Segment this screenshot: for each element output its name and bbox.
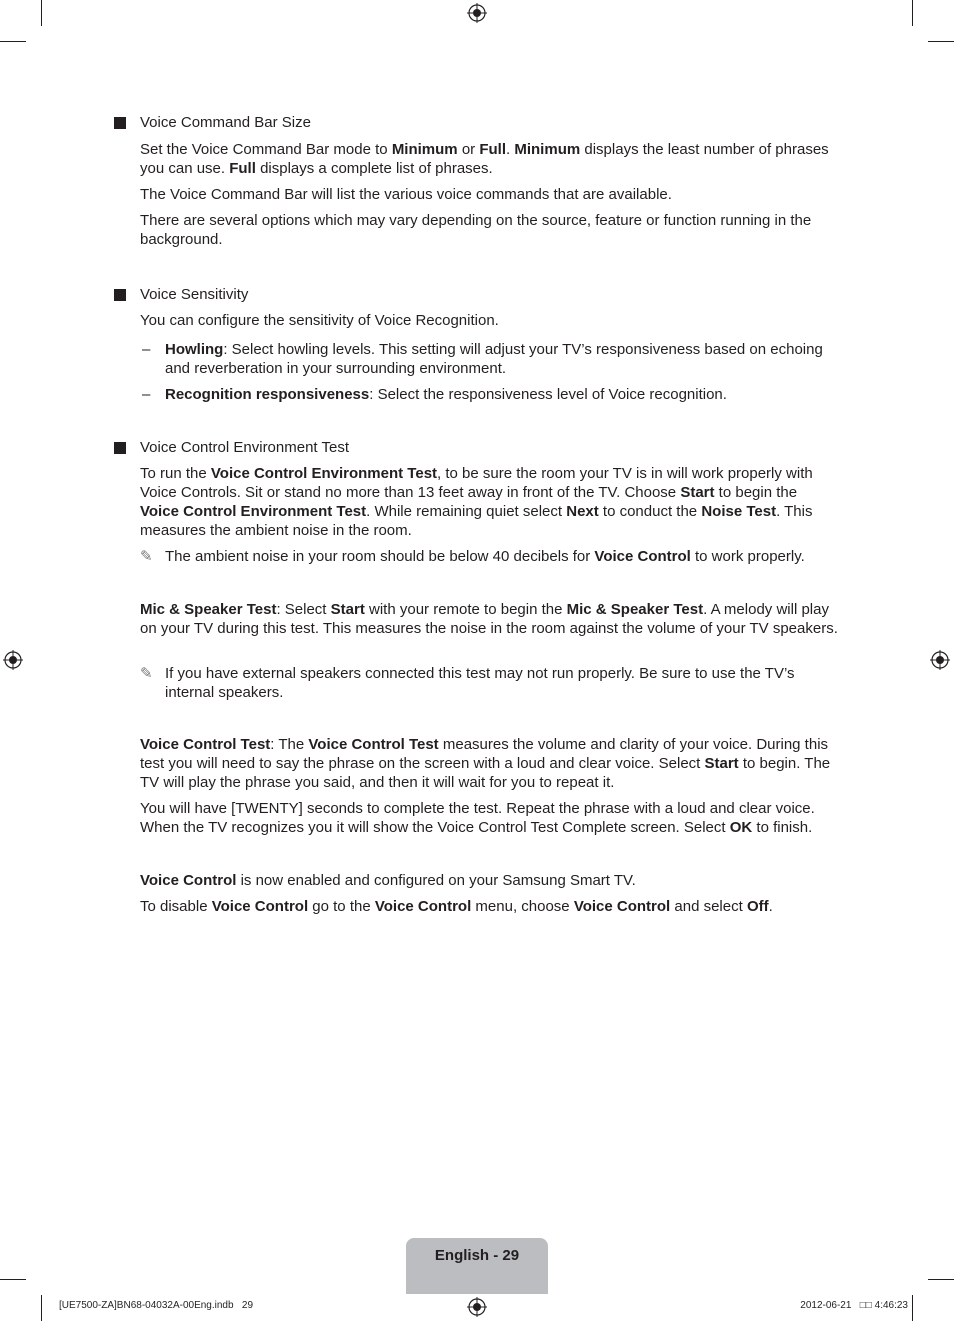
paragraph: Voice Control Test: The Voice Control Test measures the volume and clarity of your voice. During this test you will need to say the phrase on the screen with a loud and clear voice. Select Start to begin. The TV will play the phrase you said, and then it will wait for you to repeat it.: [140, 736, 831, 791]
bold-term: Noise Test: [701, 503, 777, 520]
registration-mark-icon: [467, 3, 487, 23]
bold-term: Voice Control Test: [308, 736, 439, 753]
section-heading-env-test: [114, 438, 349, 457]
page-number-tab: English - 29: [406, 1238, 548, 1294]
paragraph: You can configure the sensitivity of Voice Recognition.: [140, 312, 499, 329]
registration-mark-icon: [467, 1297, 487, 1317]
paragraph: Set the Voice Command Bar mode to Minimum or Full. Minimum displays the least number of phrases you can use. Full displays a complete list of phrases.: [140, 141, 829, 177]
crop-mark: [41, 0, 42, 26]
crop-mark: [912, 0, 913, 26]
dash-bullet: –: [142, 341, 151, 358]
dash-bullet: –: [142, 386, 151, 403]
bold-term: Voice Control: [594, 548, 691, 565]
bold-term: Mic & Speaker Test: [140, 601, 277, 618]
bold-term: Start: [680, 484, 715, 501]
bold-term: Off: [746, 898, 769, 915]
bold-term: Voice Control: [211, 898, 309, 915]
section-heading-sensitivity: [114, 285, 248, 304]
bold-term: Mic & Speaker Test: [566, 601, 704, 618]
crop-mark: [912, 1295, 913, 1321]
note-text: If you have external speakers connected this test may not run properly. Be sure to use the TV’s internal speakers.: [165, 665, 795, 701]
bold-term: Voice Control Environment Test: [210, 465, 438, 482]
paragraph: To run the Voice Control Environment Test, to be sure the room your TV is in will work properly with Voice Controls. Sit or stand no more than 13 feet away in front of the TV. Choose Start to begin the Voice Control Environment Test. While remaining quiet select Next to conduct the Noise Test. This measures the ambient noise in the room.: [140, 465, 813, 539]
section-heading-label: Voice Control Environment Test: [140, 439, 349, 456]
paragraph: Voice Control is now enabled and configured on your Samsung Smart TV.: [140, 872, 636, 889]
bold-term: Voice Control: [374, 898, 472, 915]
square-bullet-icon: [114, 117, 126, 129]
bold-term: Voice Control: [573, 898, 671, 915]
bold-term: Minimum: [514, 141, 581, 158]
paragraph: You will have [TWENTY] seconds to complete the test. Repeat the phrase with a loud and clear voice. When the TV recognizes you it will show the Voice Control Test Complete screen. Select OK to finish.: [140, 800, 815, 836]
list-item-text: Howling: Select howling levels. This setting will adjust your TV’s responsiveness based on echoing and reverberation in your surrounding environment.: [165, 341, 823, 377]
registration-mark-icon: [930, 650, 950, 670]
footer-timestamp: 2012-06-21 □□ 4:46:23: [800, 1300, 908, 1311]
square-bullet-icon: [114, 289, 126, 301]
bold-term: Full: [479, 141, 507, 158]
crop-mark: [0, 41, 26, 42]
pencil-note-icon: ✎: [140, 548, 153, 565]
bold-term: Voice Control Environment Test: [140, 503, 367, 520]
paragraph: Mic & Speaker Test: Select Start with your remote to begin the Mic & Speaker Test. A melody will play on your TV during this test. This measures the noise in the room against the volume of your TV speakers.: [140, 601, 838, 637]
crop-mark: [928, 1279, 954, 1280]
section-heading-label: Voice Sensitivity: [140, 286, 249, 303]
paragraph: To disable Voice Control go to the Voice Control menu, choose Voice Control and select Off.: [140, 898, 773, 915]
note: [140, 547, 840, 566]
bold-term: OK: [729, 819, 753, 836]
bold-term: Recognition responsiveness: [165, 386, 370, 403]
bold-term: Voice Control: [140, 872, 237, 889]
registration-mark-icon: [3, 650, 23, 670]
list-item-text: Recognition responsiveness: Select the responsiveness level of Voice recognition.: [165, 386, 727, 403]
list-item: [140, 340, 840, 378]
pencil-note-icon: ✎: [140, 665, 153, 682]
bold-term: Next: [566, 503, 599, 520]
note-text: The ambient noise in your room should be below 40 decibels for Voice Control to work properly.: [165, 548, 805, 565]
bold-term: Start: [330, 601, 365, 618]
section-heading-label: Voice Command Bar Size: [140, 114, 311, 131]
footer-file-info: [UE7500-ZA]BN68-04032A-00Eng.indb 29: [59, 1300, 254, 1311]
paragraph: There are several options which may vary depending on the source, feature or function running in the background.: [140, 212, 812, 248]
list-item: [140, 385, 840, 404]
bold-term: Start: [704, 755, 739, 772]
square-bullet-icon: [114, 442, 126, 454]
crop-mark: [0, 1279, 26, 1280]
bold-term: Howling: [165, 341, 224, 358]
paragraph: The Voice Command Bar will list the various voice commands that are available.: [140, 186, 672, 203]
crop-mark: [928, 41, 954, 42]
section-heading-bar-size: [114, 113, 311, 132]
note: [140, 664, 840, 702]
bold-term: Minimum: [391, 141, 458, 158]
bold-term: Full: [229, 160, 256, 177]
bold-term: Voice Control Test: [140, 736, 271, 753]
crop-mark: [41, 1295, 42, 1321]
